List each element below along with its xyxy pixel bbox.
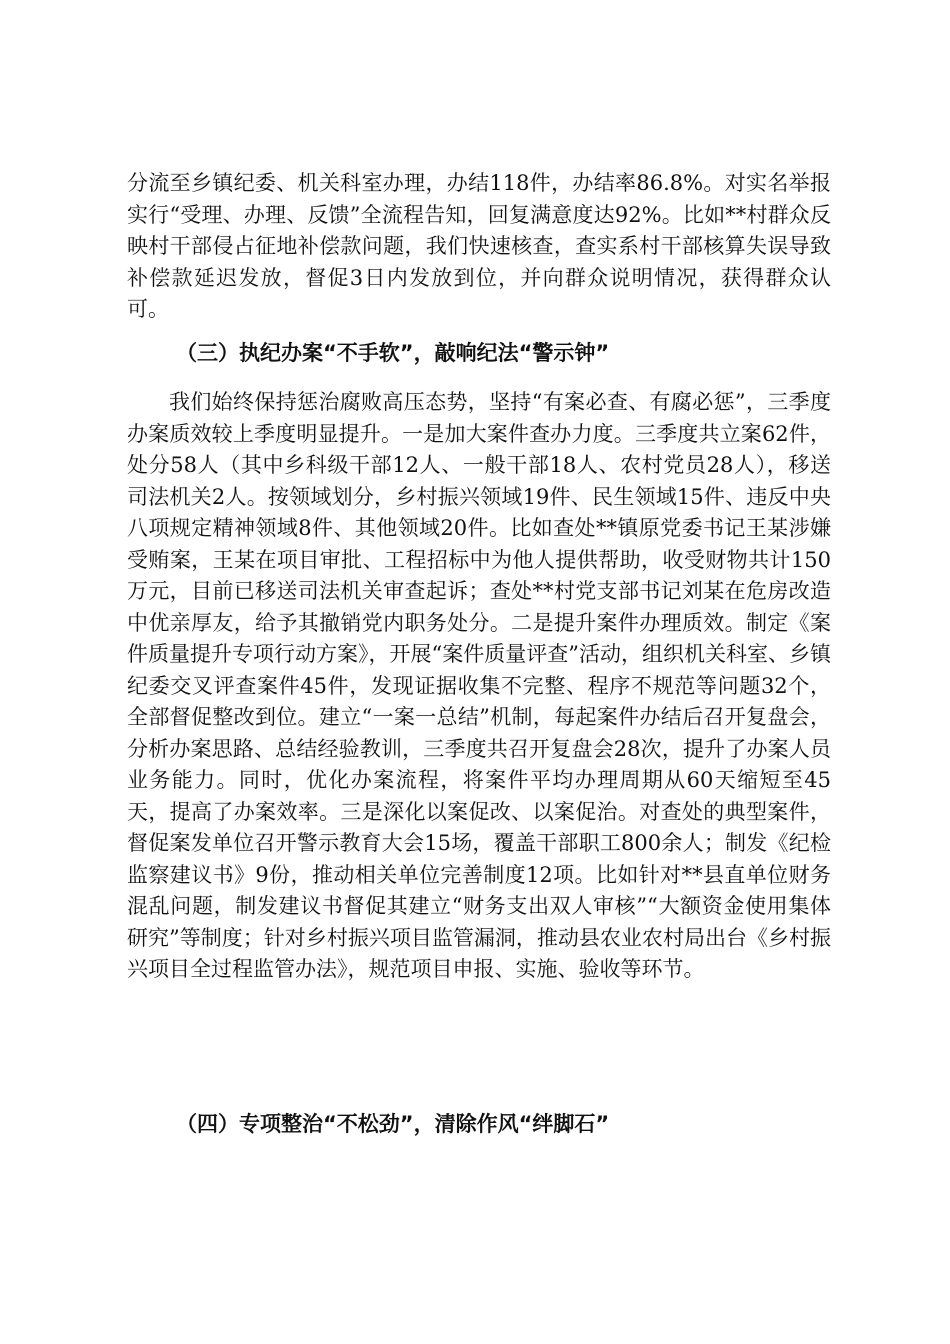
paragraph-case-investigation: 我们始终保持惩治腐败高压态势，坚持“有案必查、有腐必惩”，三季度办案质效较上季度明显提升。一是加大案件查办力度。三季度共立案62件，处分58人（其中乡科级干部12人、一般干部18人、农村党员28人），移送司法机关2人。按领域划分，乡村振兴领域19件、民生领域15件、违反中央八项规定精神领域8件、其他领域20件。比如查处**镇原党委书记王某涉嫌受贿案，王某在项目审批、工程招标中为他人提供帮助，收受财物共计150万元，目前已移送司法机关审查起诉；查处**村党支部书记刘某在危房改造中优亲厚友，给予其撤销党内职务处分。二是提升案件办理质效。制定《案件质量提升专项行动方案》，开展“案件质量评查”活动，组织机关科室、乡镇纪委交叉评查案件45件，发现证据收集不完整、程序不规范等问题32个，全部督促整改到位。建立“一案一总结”机制，每起案件办结后召开复盘会，分析办案思路、总结经验教训，三季度共召开复盘会28次，提升了办案人员业务能力。同时，优化办案流程，将案件平均办理周期从60天缩短至45天，提高了办案效率。三是深化以案促改、以案促治。对查处的典型案件，督促案发单位召开警示教育大会15场，覆盖干部职工800余人；制发《纪检监察建议书》9份，推动相关单位完善制度12项。比如针对**县直单位财务混乱问题，制发建议书督促其建立“财务支出双人审核”“大额资金使用集体研究”等制度；针对乡村振兴项目监管漏洞，推动县农业农村局出台《乡村振兴项目全过程监管办法》，规范项目申报、实施、验收等环节。 (127, 390, 831, 981)
paragraph-case-handling-continued: 分流至乡镇纪委、机关科室办理，办结118件，办结率86.8%。对实名举报实行“受理、办理、反馈”全流程告知，回复满意度达92%。比如**村群众反映村干部侵占征地补偿款问题，我们快速核查，查实系村干部核算失误导致补偿款延迟发放，督促3日内发放到位，并向群众说明情况，获得群众认可。 (127, 171, 831, 321)
section-heading-4: （四）专项整治“不松劲”，清除作风“绊脚石” (176, 1112, 610, 1136)
section-heading-3: （三）执纪办案“不手软”，敲响纪法“警示钟” (176, 341, 610, 365)
